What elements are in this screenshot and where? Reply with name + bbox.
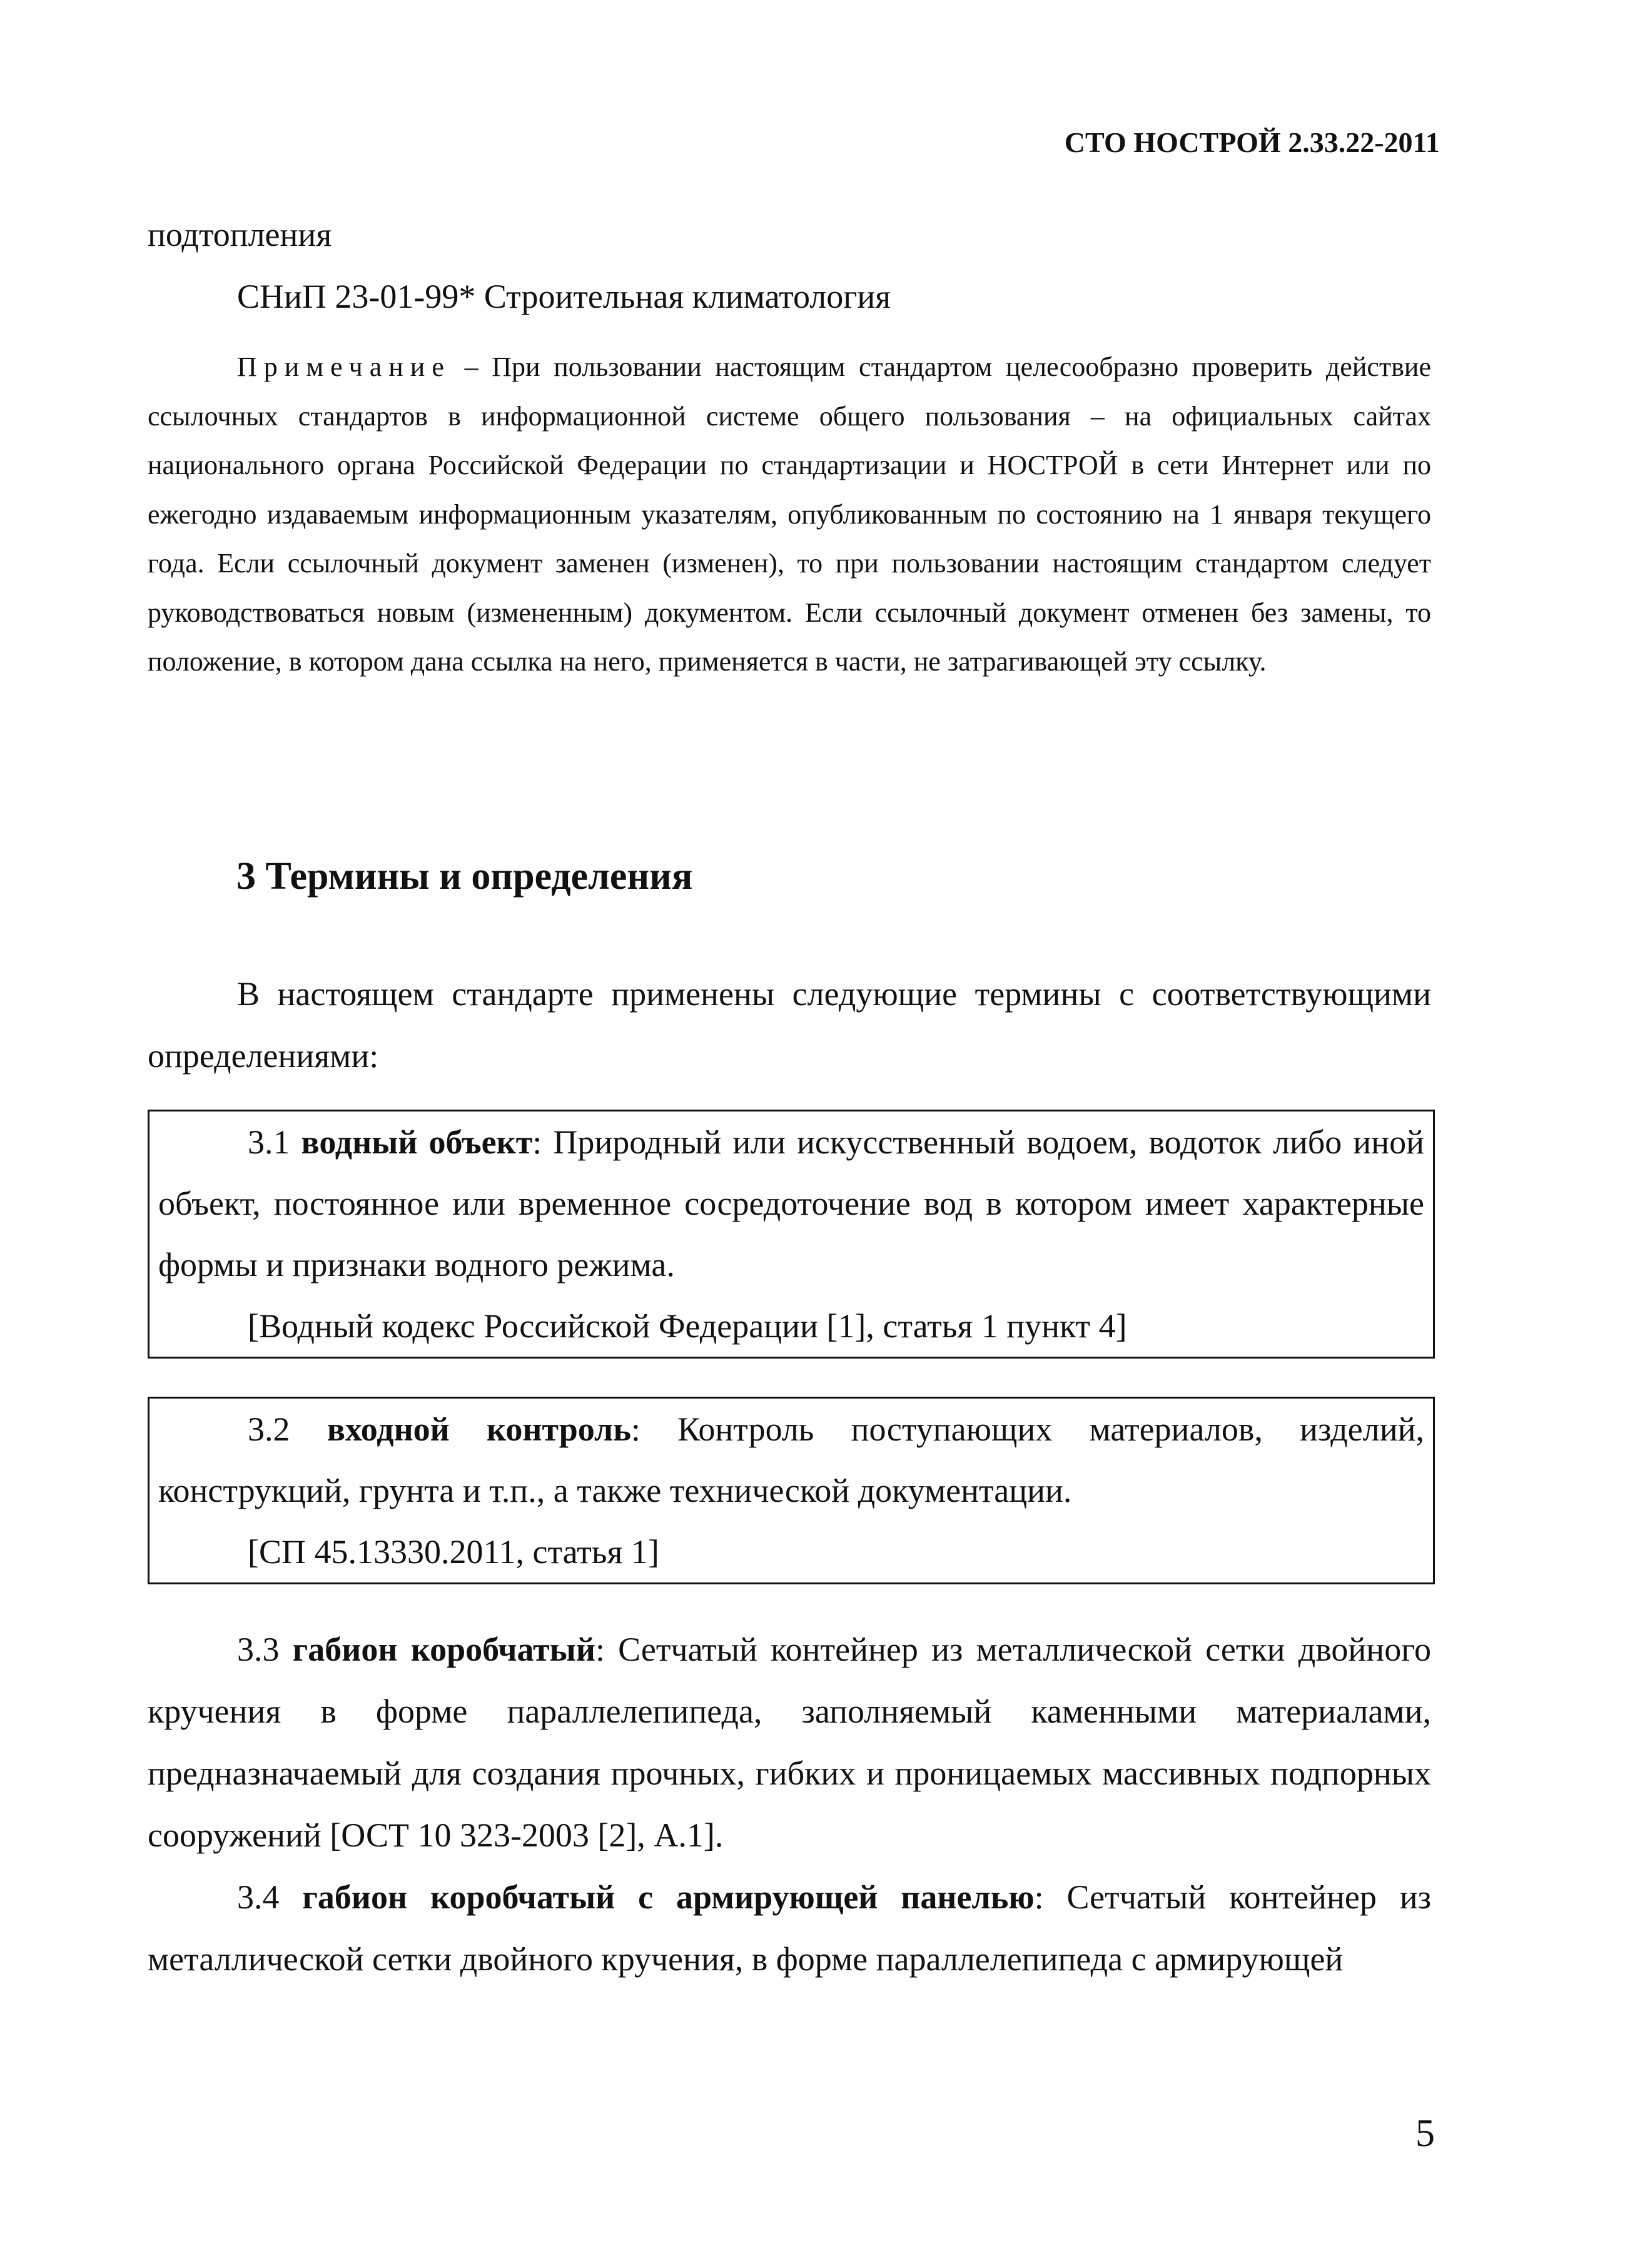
term-title: габион коробчатый: [292, 1631, 595, 1668]
continuation-line: подтопления: [148, 216, 332, 253]
term-title: габион коробчатый с армирующей панелью: [302, 1878, 1035, 1916]
note-label: Примечание: [237, 352, 451, 382]
normative-reference-snip: СНиП 23-01-99* Строительная климатология: [237, 278, 891, 315]
term-source: [СП 45.13330.2011, статья 1]: [248, 1533, 659, 1571]
term-definition: : Контроль поступающих материалов, изделий, конструкций, грунта и т.п., а также технической документации.: [158, 1410, 1424, 1509]
term-3-4-text: [148, 1866, 1431, 1990]
term-number: 3.2: [248, 1410, 327, 1448]
terms-continued: [148, 1619, 1431, 1990]
document-standard-code: СТО НОСТРОЙ 2.33.22-2011: [1064, 126, 1440, 158]
term-3-1-text: [158, 1111, 1424, 1295]
term-number: 3.4: [237, 1878, 303, 1916]
note-block: [148, 343, 1431, 687]
term-number: 3.1: [248, 1123, 301, 1161]
term-definition: : Сетчатый контейнер из металлической сетки двойного кручения, в форме параллелепипеда с армирующей: [148, 1878, 1431, 1978]
term-title: водный объект: [301, 1123, 533, 1161]
term-definition: : Сетчатый контейнер из металлической сетки двойного кручения в форме параллелепипеда, заполняемый каменными материалами, предназначаемый для создания прочных, гибких и проницаемых массивных подпорных сооружений [ОСТ 10 323-2003 [2], А.1].: [148, 1631, 1432, 1854]
term-source: [Водный кодекс Российской Федерации [1], статья 1 пункт 4]: [248, 1307, 1127, 1345]
term-definition: : Природный или искусственный водоем, водоток либо иной объект, постоянное или временное сосредоточение вод в котором имеет характерные формы и признаки водного режима.: [158, 1123, 1425, 1283]
term-box-3-1: [148, 1110, 1435, 1359]
continuation-block: [148, 204, 1431, 328]
page-number: 5: [1415, 2112, 1435, 2155]
note-text: – При пользовании настоящим стандартом целесообразно проверить действие ссылочных стандартов в информационной системе общего пользования – на официальных сайтах национального органа Российской Федерации по стандартизации и НОСТРОЙ в сети Интернет или по ежегодно издаваемым информационным указателям, опубликованным по состоянию на 1 января текущего года. Если ссылочный документ заменен (изменен), то при пользовании настоящим стандартом следует руководствоваться новым (измененным) документом. Если ссылочный документ отменен без замены, то положение, в котором дана ссылка на него, применяется в части, не затрагивающей эту ссылку.: [148, 352, 1431, 677]
term-box-3-2: [148, 1397, 1435, 1584]
section-intro: В настоящем стандарте применены следующие термины с соответствующими определениями:: [148, 975, 1431, 1075]
section-heading: 3 Термины и определения: [236, 855, 693, 898]
term-title: входной контроль: [327, 1410, 631, 1448]
term-number: 3.3: [237, 1631, 293, 1668]
term-3-3-text: [148, 1619, 1431, 1866]
section-intro-block: [148, 963, 1431, 1087]
term-3-2-text: [158, 1399, 1424, 1521]
